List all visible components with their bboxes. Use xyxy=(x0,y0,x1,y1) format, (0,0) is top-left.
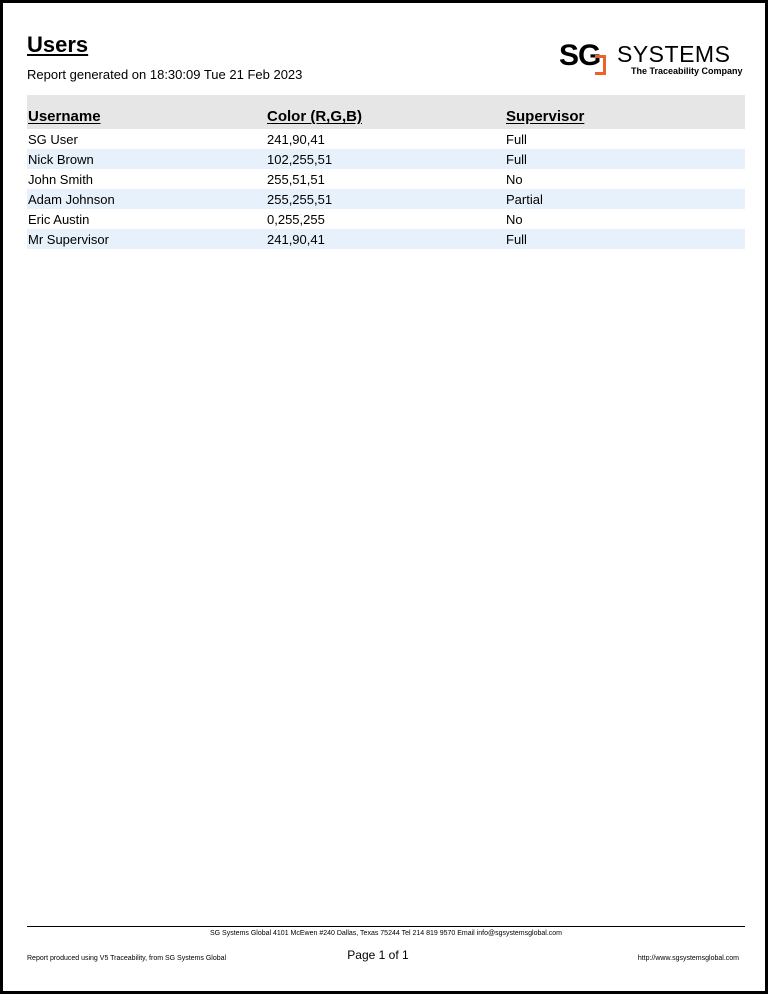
footer-divider xyxy=(27,926,745,927)
page-number: Page 1 of 1 xyxy=(347,948,409,962)
cell-color: 255,255,51 xyxy=(266,189,505,209)
cell-supervisor: Partial xyxy=(505,189,745,209)
cell-color: 0,255,255 xyxy=(267,211,325,227)
table-row xyxy=(27,229,745,249)
cell-color: 241,90,41 xyxy=(267,131,325,147)
sg-systems-logo xyxy=(559,39,745,81)
cell-supervisor: Full xyxy=(505,229,745,249)
table-row xyxy=(27,169,745,189)
cell-supervisor: Full xyxy=(505,149,745,169)
footer-website-url: http://www.sgsystemsglobal.com xyxy=(637,955,739,962)
report-generated-timestamp: Report generated on 18:30:09 Tue 21 Feb 2023 xyxy=(27,67,303,82)
cell-color: 102,255,51 xyxy=(266,149,505,169)
logo-tagline: The Traceability Company xyxy=(631,66,743,76)
logo-systems-text: SYSTEMS xyxy=(617,41,731,67)
table-row xyxy=(27,149,745,169)
cell-username: Adam Johnson xyxy=(27,189,266,209)
header-color: Color (R,G,B) xyxy=(266,95,505,129)
cell-username: Eric Austin xyxy=(28,211,90,227)
header-username: Username xyxy=(27,95,266,129)
logo-bracket-icon xyxy=(595,55,606,75)
cell-supervisor: No xyxy=(506,171,523,187)
cell-supervisor: Full xyxy=(506,131,527,147)
table-header-row xyxy=(27,95,745,129)
cell-supervisor: No xyxy=(506,211,523,227)
cell-username: John Smith xyxy=(28,171,94,187)
cell-color: 241,90,41 xyxy=(266,229,505,249)
cell-username: Nick Brown xyxy=(27,149,266,169)
table-row xyxy=(27,209,745,229)
logo-sg-text: SG xyxy=(559,39,601,72)
cell-color: 255,51,51 xyxy=(267,171,325,187)
report-title: Users xyxy=(27,32,89,57)
cell-username: SG User xyxy=(28,131,78,147)
cell-username: Mr Supervisor xyxy=(27,229,266,249)
footer-address: SG Systems Global 4101 McEwen #240 Dallas, Texas 75244 Tel 214 819 9570 Email info@sgsystemsglobal.com xyxy=(210,930,562,937)
header-supervisor: Supervisor xyxy=(505,95,745,129)
table-row xyxy=(27,189,745,209)
table-row xyxy=(27,129,745,149)
footer-produced-by: Report produced using V5 Traceability, from SG Systems Global xyxy=(27,955,227,962)
users-table xyxy=(27,95,745,249)
